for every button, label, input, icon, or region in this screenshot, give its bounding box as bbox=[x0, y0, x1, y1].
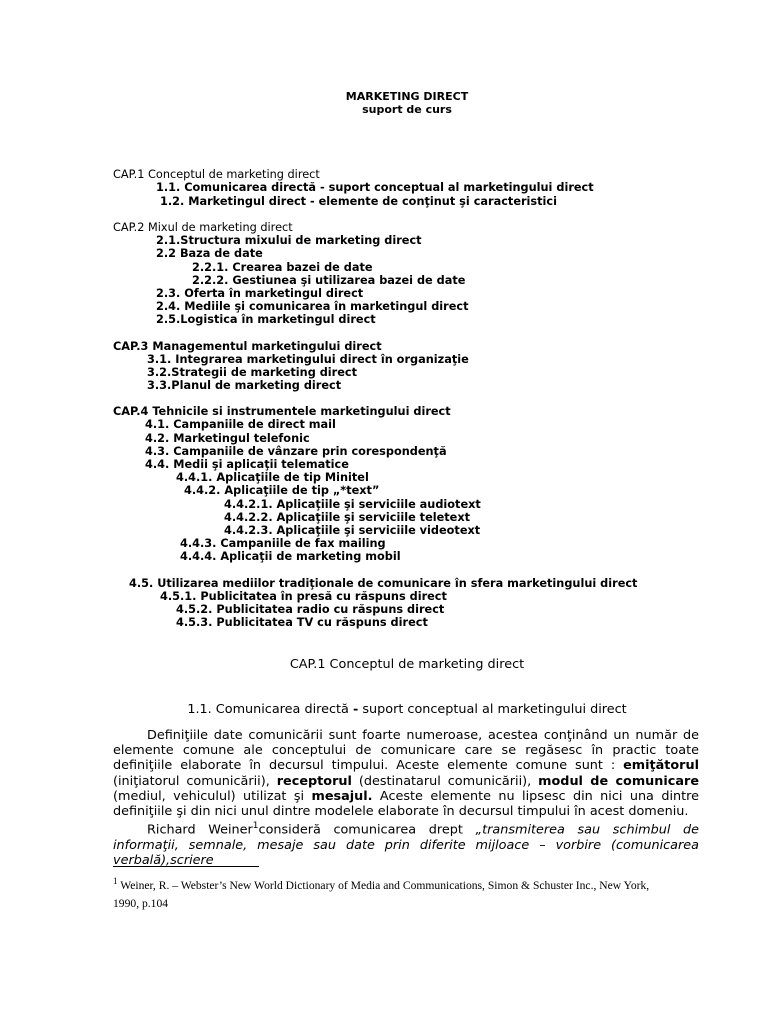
text-run: (destinatarul comunicării), bbox=[351, 773, 539, 789]
toc-entry: CAP.3 Managementul marketingului direct bbox=[113, 340, 382, 353]
toc-entry: 4.4.2.1. Aplicaţiile şi serviciile audiotext bbox=[224, 498, 481, 511]
document-subtitle: suport de curs bbox=[362, 103, 452, 116]
toc-entry: CAP.2 Mixul de marketing direct bbox=[113, 221, 293, 234]
toc-entry: 2.4. Mediile şi comunicarea în marketingul direct bbox=[156, 300, 469, 313]
term-modul-de-comunicare: modul de comunicare bbox=[538, 773, 699, 789]
footnote-text: Weiner, R. – Webster’s New World Dictionary of Media and Communications, Simon & Schuster Inc., New York, 1990, p.104 bbox=[113, 878, 650, 910]
text-run: Aceste elemente nu lipsesc din nici una dintre definiţiile şi din nici unul dintre modelele elaborate în decursul timpului în acest domeniu. bbox=[113, 788, 699, 820]
text-run: consideră comunicarea drept bbox=[258, 822, 476, 838]
toc-entry: 2.1.Structura mixului de marketing direct bbox=[156, 234, 422, 247]
chapter-heading: CAP.1 Conceptul de marketing direct bbox=[289, 657, 525, 672]
toc-entry: 2.2.2. Gestiunea şi utilizarea bazei de date bbox=[192, 274, 466, 287]
footnote-reference: 1 bbox=[252, 821, 259, 832]
toc-entry: 2.5.Logistica în marketingul direct bbox=[156, 313, 376, 326]
toc-entry: 4.4.3. Campaniile de fax mailing bbox=[180, 537, 386, 550]
toc-entry: 3.2.Strategii de marketing direct bbox=[147, 366, 358, 379]
text-run: (iniţiatorul comunicării), bbox=[113, 773, 277, 789]
term-mesajul: mesajul. bbox=[311, 788, 373, 804]
section-heading-rest: suport conceptual al marketingului direct bbox=[358, 702, 627, 717]
document-title: MARKETING DIRECT bbox=[345, 90, 469, 103]
paragraph bbox=[113, 819, 699, 868]
toc-entry: 4.4.2. Aplicaţiile de tip „*text” bbox=[184, 484, 380, 497]
footnote-mark: 1 bbox=[113, 876, 118, 886]
term-receptor: receptorul bbox=[276, 773, 352, 789]
body-text bbox=[113, 728, 699, 868]
toc-entry: 4.4.2.3. Aplicaţiile şi serviciile videotext bbox=[224, 524, 481, 537]
term-emitator: emiţătorul bbox=[623, 758, 699, 774]
toc-entry: 2.2.1. Crearea bazei de date bbox=[192, 261, 373, 274]
text-run: (mediul, vehiculul) utilizat şi bbox=[113, 788, 312, 804]
toc-entry: 3.3.Planul de marketing direct bbox=[147, 379, 342, 392]
toc-entry: 4.2. Marketingul telefonic bbox=[145, 432, 310, 445]
toc-entry: CAP.4 Tehnicile si instrumentele marketingului direct bbox=[113, 405, 451, 418]
toc-entry: 1.2. Marketingul direct - elemente de conţinut şi caracteristici bbox=[160, 195, 557, 208]
toc-entry: 4.5. Utilizarea mediilor tradiţionale de comunicare în sfera marketingului direct bbox=[129, 577, 638, 590]
quotation: „transmiterea sau schimbul de informaţii, semnale, mesaje sau date prin diferite mijloace – vorbire (comunicarea verbală),scriere bbox=[113, 822, 699, 868]
toc-entry: 4.5.3. Publicitatea TV cu răspuns direct bbox=[176, 616, 428, 629]
toc-entry: 4.5.1. Publicitatea în presă cu răspuns direct bbox=[160, 590, 447, 603]
toc-entry: 4.4.2.2. Aplicaţiile şi serviciile teletext bbox=[224, 511, 471, 524]
toc-entry: 2.3. Oferta în marketingul direct bbox=[156, 287, 364, 300]
toc-entry: 4.5.2. Publicitatea radio cu răspuns direct bbox=[176, 603, 445, 616]
toc-entry: 4.3. Campaniile de vânzare prin corespondenţă bbox=[145, 445, 447, 458]
paragraph bbox=[113, 728, 699, 819]
text-run: Richard Weiner bbox=[147, 822, 253, 838]
text-run: Definiţiile date comunicării sunt foarte numeroase, acestea conţinând un număr de elemente comune ale conceptului de comunicare care se regăsesc în practic toate definiţiile elaborate în decursul timpului. Aceste elemente comune sunt : bbox=[113, 728, 699, 774]
footnote bbox=[113, 872, 673, 913]
toc-entry: 3.1. Integrarea marketingului direct în organizaţie bbox=[147, 353, 469, 366]
section-heading-dash: - bbox=[352, 702, 359, 717]
toc-entry: 2.2 Baza de date bbox=[156, 247, 263, 260]
toc-entry: CAP.1 Conceptul de marketing direct bbox=[113, 168, 320, 181]
toc-entry: 4.4.1. Aplicaţiile de tip Minitel bbox=[176, 471, 369, 484]
toc-entry: 1.1. Comunicarea directă - suport conceptual al marketingului direct bbox=[156, 181, 594, 194]
section-heading-title: 1.1. Comunicarea directă bbox=[187, 702, 353, 717]
toc-entry: 4.4. Medii şi aplicaţii telematice bbox=[145, 458, 349, 471]
footnote-separator bbox=[113, 866, 259, 867]
toc-entry: 4.1. Campaniile de direct mail bbox=[145, 418, 336, 431]
section-heading bbox=[0, 702, 768, 717]
toc-entry: 4.4.4. Aplicaţii de marketing mobil bbox=[180, 550, 401, 563]
